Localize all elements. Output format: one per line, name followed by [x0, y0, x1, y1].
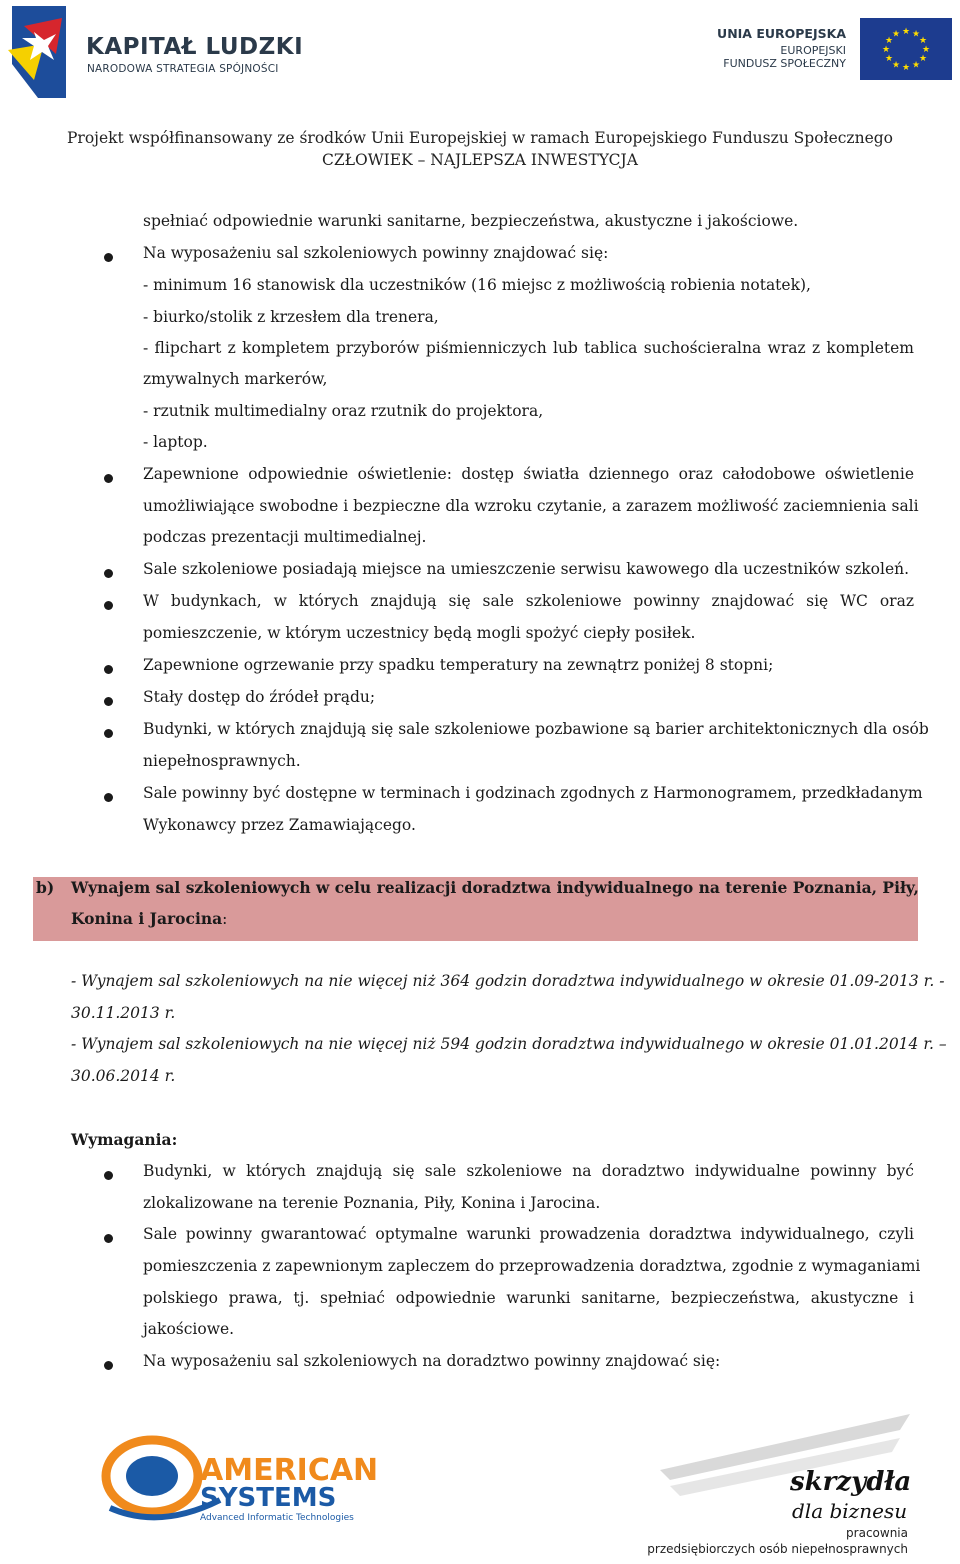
text-line: - minimum 16 stanowisk dla uczestników (16 miejsc z możliwością robienia notatek), — [143, 276, 811, 294]
text-line: Zapewnione ogrzewanie przy spadku temperatury na zewnątrz poniżej 8 stopni; — [143, 656, 774, 674]
text-line: Sale szkoleniowe posiadają miejsce na umieszczenie serwisu kawowego dla uczestników szkoleń. — [143, 560, 910, 578]
text-line: Budynki, w których znajdują się sale szkoleniowe pozbawione są barier architektonicznych dla osób — [143, 720, 929, 738]
svg-text:★: ★ — [891, 29, 901, 40]
eu-title: UNIA EUROPEJSKA — [717, 26, 846, 41]
text-line: jakościowe. — [143, 1320, 235, 1338]
bullet-icon — [104, 474, 113, 483]
eu-line3: FUNDUSZ SPOŁECZNY — [723, 57, 846, 70]
rental-item-1: - Wynajem sal szkoleniowych na nie więcej niż 364 godzin doradztwa indywidualnego w okresie 01.09-2013 r. - — [71, 972, 945, 990]
text-line: - flipchart z kompletem przyborów piśmienniczych lub tablica suchościeralna wraz z kompletem — [143, 339, 914, 357]
section-b-heading-line2: Konina i Jarocina — [71, 909, 223, 928]
text-line: Sale powinny być dostępne w terminach i godzinach zgodnych z Harmonogramem, przedkładanym — [143, 784, 923, 802]
svg-text:★: ★ — [918, 36, 928, 46]
text-line: Stały dostęp do źródeł prądu; — [143, 688, 376, 706]
text-line: zlokalizowane na terenie Poznania, Piły, Konina i Jarocina. — [143, 1194, 601, 1212]
project-slogan-line: CZŁOWIEK – NAJLEPSZA INWESTYCJA — [322, 151, 638, 169]
american-logo-line1: AMERICAN — [200, 1453, 379, 1488]
svg-text:★: ★ — [881, 45, 891, 55]
text-line: pomieszczenia z zapewnionym zapleczem do przeprowadzenia doradztwa, zgodnie z wymaganiami — [143, 1257, 921, 1275]
kl-logo-title: KAPITAŁ LUDZKI — [86, 34, 304, 60]
svg-text:★: ★ — [884, 54, 894, 64]
text-line: Budynki, w których znajdują się sale szkoleniowe na doradztwo indywidualne powinny być — [143, 1162, 914, 1180]
skrzydla-script2: dla biznesu — [792, 1499, 908, 1523]
american-systems-logo — [100, 1430, 380, 1530]
bullet-icon — [104, 665, 113, 674]
kl-logo-subtitle: NARODOWA STRATEGIA SPÓJNOŚCI — [87, 63, 279, 75]
project-cofinancing-line: Projekt współfinansowany ze środków Unii Europejskiej w ramach Europejskiego Funduszu Społecznego — [67, 129, 893, 147]
rental-item-2: - Wynajem sal szkoleniowych na nie więcej niż 594 godzin doradztwa indywidualnego w okresie 01.01.2014 r. – — [71, 1035, 947, 1053]
svg-text:★: ★ — [901, 63, 911, 73]
eu-flag-icon — [860, 18, 952, 80]
section-b-marker: b) — [36, 878, 55, 897]
text-line: pomieszczenie, w którym uczestnicy będą mogli spożyć ciepły posiłek. — [143, 624, 696, 642]
requirements-heading: Wymagania: — [71, 1130, 178, 1149]
bullet-icon — [104, 793, 113, 802]
text-line: - rzutnik multimedialny oraz rzutnik do projektora, — [143, 402, 544, 420]
svg-text:★: ★ — [911, 29, 921, 40]
text-line: W budynkach, w których znajdują się sale szkoleniowe powinny znajdować się WC oraz — [143, 592, 914, 610]
skrzydla-dla-biznesu-logo — [630, 1410, 930, 1560]
bullet-icon — [104, 729, 113, 738]
bullet-icon — [104, 1234, 113, 1243]
text-line: umożliwiające swobodne i bezpieczne dla wzroku czytanie, a zarazem możliwość zaciemnienia sali — [143, 497, 919, 515]
bullet-icon — [104, 569, 113, 578]
text-line: podczas prezentacji multimedialnej. — [143, 528, 427, 546]
svg-text:★: ★ — [891, 60, 901, 71]
text-line: Sale powinny gwarantować optymalne warunki prowadzenia doradztwa indywidualnego, czyli — [143, 1225, 914, 1243]
section-b-heading-colon: : — [222, 910, 228, 928]
svg-text:★: ★ — [911, 60, 921, 71]
text-line: - biurko/stolik z krzesłem dla trenera, — [143, 308, 439, 326]
rental-item-1-end: 30.11.2013 r. — [71, 1004, 176, 1022]
text-line: niepełnosprawnych. — [143, 752, 301, 770]
american-logo-tagline: Advanced Informatic Technologies — [200, 1513, 354, 1523]
skrzydla-script1: skrzydła — [790, 1467, 912, 1497]
skrzydla-line2: przedsiębiorczych osób niepełnosprawnych — [647, 1542, 908, 1556]
svg-text:★: ★ — [918, 54, 928, 64]
section-b-heading: Wynajem sal szkoleniowych w celu realizacji doradztwa indywidualnego na terenie Poznania, Piły, — [71, 878, 919, 897]
text-line: spełniać odpowiednie warunki sanitarne, bezpieczeństwa, akustyczne i jakościowe. — [143, 212, 799, 230]
text-line: Zapewnione odpowiednie oświetlenie: dostęp światła dziennego oraz całodobowe oświetlenie — [143, 465, 914, 483]
bullet-icon — [104, 253, 113, 262]
bullet-icon — [104, 1361, 113, 1370]
page-header — [0, 0, 960, 180]
eu-logo — [716, 18, 956, 88]
eu-line2: EUROPEJSKI — [780, 44, 846, 57]
text-line: Wykonawcy przez Zamawiającego. — [143, 816, 416, 834]
bullet-icon — [104, 1171, 113, 1180]
svg-text:★: ★ — [901, 27, 911, 37]
svg-text:★: ★ — [884, 36, 894, 46]
text-line: Na wyposażeniu sal szkoleniowych na doradztwo powinny znajdować się: — [143, 1352, 721, 1370]
bullet-icon — [104, 697, 113, 706]
section-b-heading-cont — [71, 909, 227, 928]
text-line: - laptop. — [143, 433, 208, 451]
bullet-icon — [104, 601, 113, 610]
eu-logo-text — [717, 26, 846, 70]
svg-text:★: ★ — [921, 45, 931, 55]
text-line: polskiego prawa, tj. spełniać odpowiednie warunki sanitarne, bezpieczeństwa, akustyczne i — [143, 1289, 914, 1307]
text-line: zmywalnych markerów, — [143, 370, 328, 388]
american-logo-line2: SYSTEMS — [200, 1483, 337, 1513]
skrzydla-line1: pracownia — [846, 1526, 908, 1540]
rental-item-2-end: 30.06.2014 r. — [71, 1067, 176, 1085]
text-line: Na wyposażeniu sal szkoleniowych powinny znajdować się: — [143, 244, 609, 262]
